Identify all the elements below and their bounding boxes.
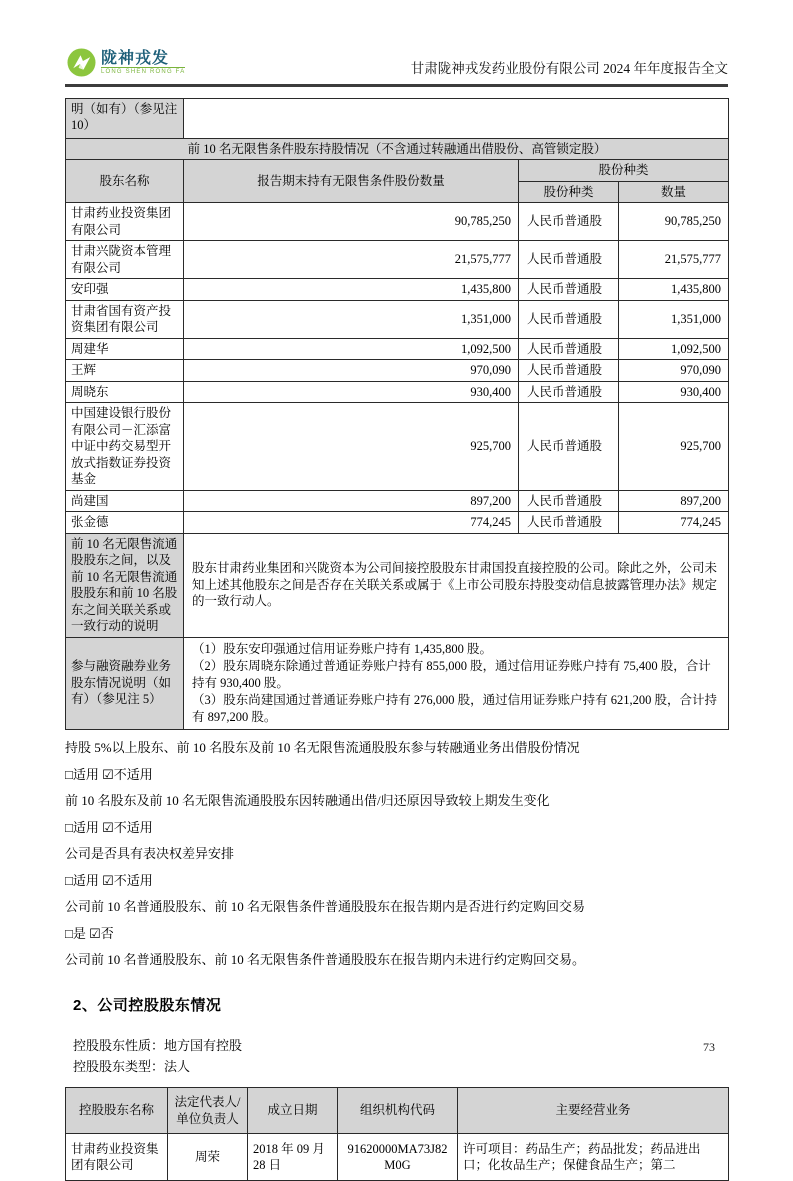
shareholder-shares: 897,200 <box>184 490 519 512</box>
col-header-quantity: 数量 <box>619 181 729 203</box>
shareholder-shares: 970,090 <box>184 360 519 382</box>
controller-name: 甘肃药业投资集团有限公司 <box>66 1134 168 1181</box>
shareholder-class: 人民币普通股 <box>519 360 619 382</box>
margin-note-label: 参与融资融券业务股东情况说明（如有）（参见注 5） <box>66 637 184 729</box>
margin-note-row <box>66 637 729 729</box>
shareholder-class: 人民币普通股 <box>519 203 619 241</box>
controller-business: 许可项目：药品生产；药品批发；药品进出口；化妆品生产；保健食品生产；第二 <box>458 1134 729 1181</box>
repurchase-question-statement: 公司前 10 名普通股股东、前 10 名无限售条件普通股股东在报告期内是否进行约定购回交易 <box>65 899 586 914</box>
shareholder-class: 人民币普通股 <box>519 512 619 534</box>
shareholder-qty: 90,785,250 <box>619 203 729 241</box>
shareholder-qty: 1,351,000 <box>619 300 729 338</box>
repurchase-conclusion-statement: 公司前 10 名普通股股东、前 10 名无限售条件普通股股东在报告期内未进行约定购回交易。 <box>65 952 586 967</box>
col-header-org-code: 组织机构代码 <box>338 1088 458 1134</box>
shareholder-class: 人民币普通股 <box>519 490 619 512</box>
shareholder-name: 中国建设银行股份有限公司－汇添富中证中药交易型开放式指数证券投资基金 <box>66 403 184 491</box>
company-logo <box>67 48 185 77</box>
shareholder-name: 尚建国 <box>66 490 184 512</box>
col-header-legal-representative: 法定代表人/单位负责人 <box>168 1088 248 1134</box>
header-divider <box>65 84 728 87</box>
shareholder-class: 人民币普通股 <box>519 381 619 403</box>
controller-representative: 周荣 <box>168 1134 248 1181</box>
page-number: 73 <box>703 1040 715 1054</box>
shareholder-shares: 90,785,250 <box>184 203 519 241</box>
shareholder-name: 甘肃兴陇资本管理有限公司 <box>66 241 184 279</box>
refinancing-change-statement: 前 10 名股东及前 10 名无限售流通股股东因转融通出借/归还原因导致较上期发生变化 <box>65 793 550 808</box>
shareholder-class: 人民币普通股 <box>519 241 619 279</box>
controlling-shareholder-nature: 控股股东性质：地方国有控股 <box>73 1038 243 1053</box>
unrestricted-shareholders-table <box>65 98 729 730</box>
shareholder-name: 安印强 <box>66 279 184 301</box>
logo-chinese-name: 陇神戎发 <box>101 49 170 67</box>
table-section-title: 前 10 名无限售条件股东持股情况（不含通过转融通出借股份、高管锁定股） <box>66 138 729 160</box>
controlling-shareholder-table <box>65 1087 729 1181</box>
shareholder-class: 人民币普通股 <box>519 338 619 360</box>
logo-english-name: LONG SHEN RONG FA <box>101 68 186 75</box>
applicability-checkbox-line: □适用 ☑不适用 <box>65 819 153 835</box>
col-header-main-business: 主要经营业务 <box>458 1088 729 1134</box>
shareholder-shares: 930,400 <box>184 381 519 403</box>
page-content <box>65 48 728 1181</box>
shareholder-row <box>66 490 729 512</box>
col-header-establishment-date: 成立日期 <box>248 1088 338 1134</box>
carryover-label: 明（如有）（参见注 10） <box>66 98 184 138</box>
shareholder-shares: 1,092,500 <box>184 338 519 360</box>
controller-org-code: 91620000MA73J82M0G <box>338 1134 458 1181</box>
shareholder-class: 人民币普通股 <box>519 300 619 338</box>
margin-note-line: （1）股东安印强通过信用证券账户持有 1,435,800 股。 <box>192 641 493 656</box>
col-header-shareholder-name: 股东名称 <box>66 160 184 203</box>
shareholder-shares: 925,700 <box>184 403 519 491</box>
relation-note-label: 前 10 名无限售流通股股东之间，以及前 10 名无限售流通股股东和前 10 名股东之间关联关系或一致行动的说明 <box>66 533 184 637</box>
col-header-share-class-group: 股份种类 <box>519 160 729 182</box>
shareholder-row <box>66 203 729 241</box>
shareholder-qty: 897,200 <box>619 490 729 512</box>
margin-note-line: （2）股东周晓东除通过普通证券账户持有 855,000 股，通过信用证券账户持有 75,400 股，合计持有 930,400 股。 <box>192 658 711 690</box>
controlling-shareholder-row <box>66 1134 729 1181</box>
shareholder-qty: 925,700 <box>619 403 729 491</box>
shareholder-qty: 930,400 <box>619 381 729 403</box>
controller-established: 2018 年 09 月 28 日 <box>248 1134 338 1181</box>
table-section-title-row <box>66 138 729 160</box>
shareholder-class: 人民币普通股 <box>519 279 619 301</box>
shareholder-qty: 1,092,500 <box>619 338 729 360</box>
shareholder-row <box>66 512 729 534</box>
shareholder-name: 王辉 <box>66 360 184 382</box>
table-header-row-1 <box>66 160 729 182</box>
carryover-value <box>184 98 729 138</box>
shareholder-name: 周建华 <box>66 338 184 360</box>
shareholder-qty: 774,245 <box>619 512 729 534</box>
shareholder-row <box>66 338 729 360</box>
section-heading: 2、公司控股股东情况 <box>73 997 222 1014</box>
shareholder-row <box>66 381 729 403</box>
shareholder-row <box>66 279 729 301</box>
document-title: 甘肃陇神戎发药业股份有限公司 2024 年年度报告全文 <box>410 61 728 76</box>
yes-no-checkbox-line: □是 ☑否 <box>65 925 114 941</box>
shareholder-name: 周晓东 <box>66 381 184 403</box>
relation-note-row <box>66 533 729 637</box>
shareholder-name: 甘肃药业投资集团有限公司 <box>66 203 184 241</box>
carryover-row <box>66 98 729 138</box>
margin-note-value <box>184 637 729 729</box>
shareholder-shares: 21,575,777 <box>184 241 519 279</box>
shareholder-row <box>66 403 729 491</box>
shareholder-class: 人民币普通股 <box>519 403 619 491</box>
relation-note-value: 股东甘肃药业集团和兴陇资本为公司间接控股股东甘肃国投直接控股的公司。除此之外，公司未知上述其他股东之间是否存在关联关系或属于《上市公司股东持股变动信息披露管理办法》规定的一致行动人。 <box>184 533 729 637</box>
statements-block <box>65 739 728 968</box>
shareholder-name: 张金德 <box>66 512 184 534</box>
applicability-checkbox-line: □适用 ☑不适用 <box>65 872 153 888</box>
shareholder-qty: 21,575,777 <box>619 241 729 279</box>
controlling-shareholder-type: 控股股东类型：法人 <box>73 1059 191 1074</box>
shareholder-name: 甘肃省国有资产投资集团有限公司 <box>66 300 184 338</box>
shareholder-qty: 1,435,800 <box>619 279 729 301</box>
logo-bird-icon <box>67 48 96 77</box>
table2-header-row <box>66 1088 729 1134</box>
col-header-share-class: 股份种类 <box>519 181 619 203</box>
shareholder-row <box>66 360 729 382</box>
shareholder-row <box>66 300 729 338</box>
logo-text-block <box>101 50 185 76</box>
shareholder-row <box>66 241 729 279</box>
shareholder-qty: 970,090 <box>619 360 729 382</box>
shareholder-shares: 1,351,000 <box>184 300 519 338</box>
margin-note-line: （3）股东尚建国通过普通证券账户持有 276,000 股，通过信用证券账户持有 621,200 股，合计持有 897,200 股。 <box>192 692 718 724</box>
col-header-unrestricted-shares: 报告期末持有无限售条件股份数量 <box>184 160 519 203</box>
voting-rights-statement: 公司是否具有表决权差异安排 <box>65 846 235 861</box>
applicability-checkbox-line: □适用 ☑不适用 <box>65 766 153 782</box>
shareholder-shares: 774,245 <box>184 512 519 534</box>
page-header <box>65 48 728 84</box>
shareholder-shares: 1,435,800 <box>184 279 519 301</box>
refinancing-lending-statement: 持股 5%以上股东、前 10 名股东及前 10 名无限售流通股股东参与转融通业务出借股份情况 <box>65 740 580 755</box>
col-header-controller-name: 控股股东名称 <box>66 1088 168 1134</box>
